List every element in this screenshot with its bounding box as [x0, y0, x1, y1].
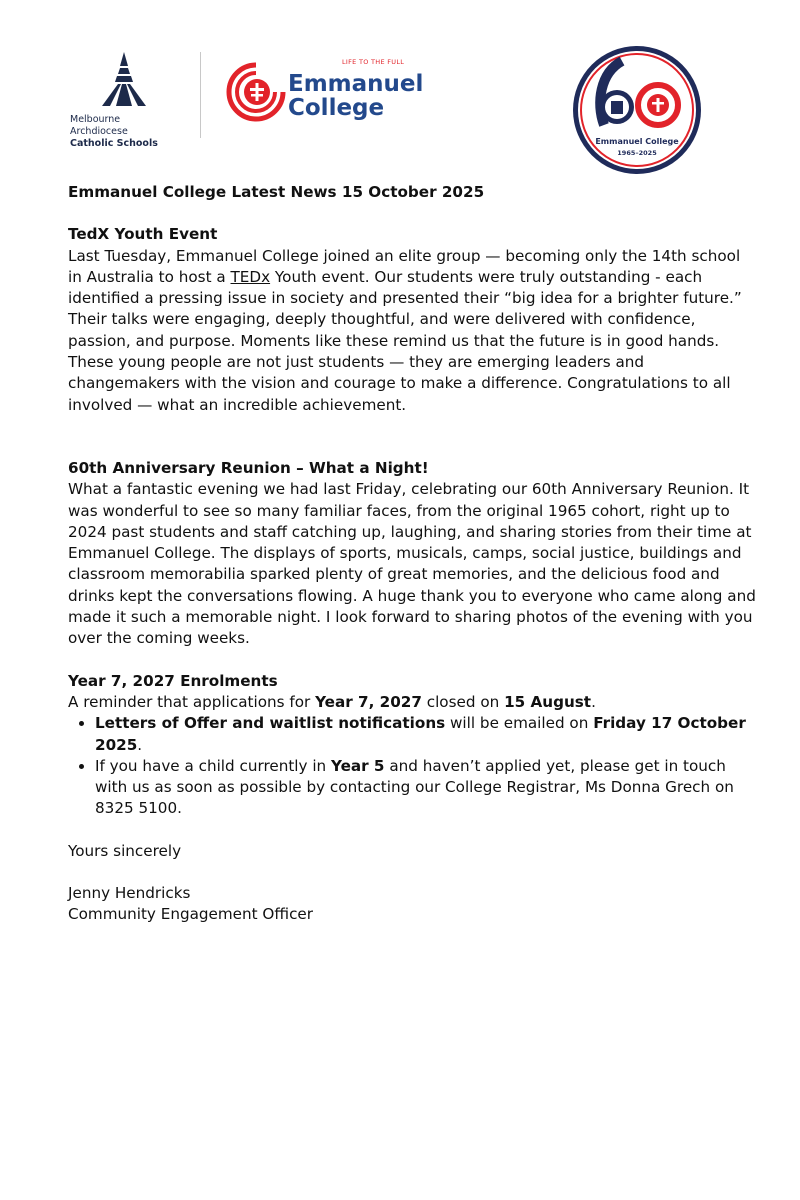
closing: Yours sincerely	[68, 841, 182, 860]
reunion-paragraph: What a fantastic evening we had last Friday, celebrating our 60th Anniversary Reunion. It was wonderful to see so many familiar faces, from the original 1965 cohort, right up to 2024 past students and staff catching up, laughing, and sharing stories from their time at Emmanuel College. The displays of sports, musicals, camps, social justice, buildings and classroom memorabilia sparked plenty of great memories, and the delicious food and drinks kept the conversations flowing. A huge thank you to everyone who came along and made it such a memorable night. I look forward to sharing photos of the evening with you over the coming weeks.	[68, 480, 756, 648]
intro-c: closed on	[421, 692, 505, 711]
ec-name-line2: College	[288, 95, 385, 121]
tedx-text-a: Last Tuesday, Emmanuel College joined an elite group — becoming only the 14th school in Australia to host a	[68, 246, 741, 286]
ec-name-line1: Emmanuel	[288, 71, 424, 97]
letterhead	[0, 0, 800, 190]
b1-c: Friday 17 October 2025	[95, 714, 746, 754]
b1-a: Letters of Offer and waitlist notifications	[95, 714, 446, 733]
b2-a: If you have a child currently in	[95, 756, 331, 775]
b2-b: Year 5	[331, 756, 385, 775]
enrolments-intro	[68, 692, 758, 713]
signer-role: Community Engagement Officer	[68, 905, 314, 924]
reunion-heading: 60th Anniversary Reunion – What a Night!	[68, 458, 429, 477]
anniversary-seal	[570, 43, 704, 177]
signer-name: Jenny Hendricks	[68, 884, 191, 903]
ec-wordmark	[288, 72, 423, 120]
ec-tagline: LIFE TO THE FULL	[342, 58, 405, 66]
newsletter-body	[68, 182, 758, 926]
emmanuel-college-logo	[226, 58, 424, 128]
tedx-link[interactable]: TEDx	[230, 267, 271, 286]
logo-divider	[200, 52, 201, 138]
newsletter-title: Emmanuel College Latest News 15 October 2025	[68, 183, 485, 201]
macs-line1: Melbourne Archdiocese	[70, 114, 128, 137]
tedx-paragraph	[68, 246, 758, 416]
intro-b: Year 7, 2027	[315, 692, 422, 711]
seal-years: 1965–2025	[617, 149, 657, 157]
tedx-text-b: Youth event. Our students were truly outstanding - each identified a pressing issue in society and presented their “big idea for a brighter future.” Their talks were engaging, deeply thoughtful, and were delivered with confidence, passion, and purpose. Moments like these remind us that the future is in good hands. These young people are not just students — they are emerging leaders and changemakers with the vision and courage to make a difference. Congratulations to all involved — what an incredible achievement.	[68, 267, 742, 414]
enrolments-heading: Year 7, 2027 Enrolments	[68, 671, 278, 690]
list-item	[95, 713, 758, 756]
macs-mark-icon	[92, 52, 156, 108]
list-item	[95, 756, 758, 820]
b1-d: .	[137, 735, 143, 754]
enrolments-list	[68, 713, 758, 819]
macs-wordmark	[70, 114, 180, 150]
intro-e: .	[591, 692, 596, 711]
b2-c: and haven’t applied yet, please get in touch with us as soon as possible by contacting our College Registrar, Ms Donna Grech on 8325 5100.	[95, 756, 734, 818]
intro-a: A reminder that applications for	[68, 692, 316, 711]
tedx-heading: TedX Youth Event	[68, 225, 218, 244]
seal-name: Emmanuel College	[595, 137, 679, 146]
b1-b: will be emailed on	[445, 714, 594, 733]
macs-line2: Catholic Schools	[70, 138, 158, 149]
ec-emblem-icon	[226, 61, 286, 123]
intro-d: 15 August	[504, 692, 592, 711]
macs-logo	[70, 52, 180, 149]
